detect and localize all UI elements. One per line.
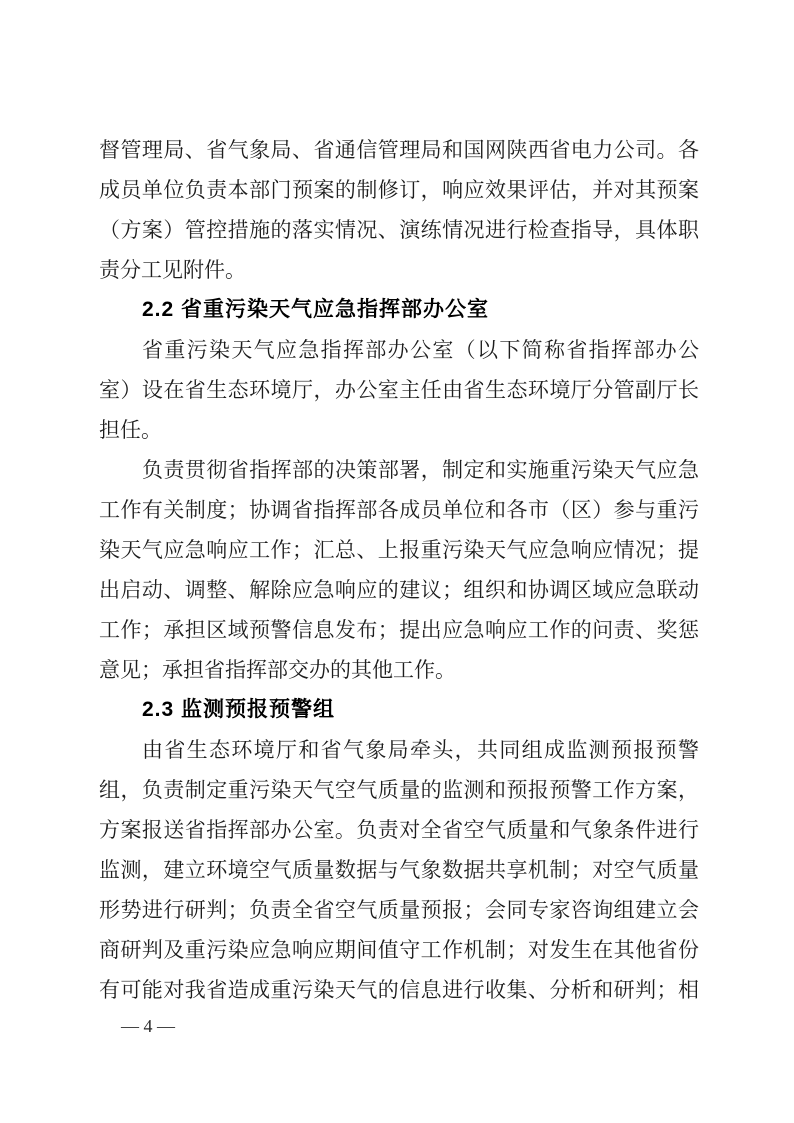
text-line: 负责贯彻省指挥部的决策部署，制定和实施重污染天气应急 bbox=[142, 458, 699, 482]
text-line: 督管理局、省气象局、省通信管理局和国网陕西省电力公司。各 bbox=[99, 138, 699, 162]
text-line: 工作；承担区域预警信息发布；提出应急响应工作的问责、奖惩 bbox=[99, 618, 699, 642]
section-heading-2-2: 2.2 省重污染天气应急指挥部办公室 bbox=[142, 298, 490, 321]
section-heading-2-3: 2.3 监测预报预警组 bbox=[142, 698, 336, 721]
text-line: 染天气应急响应工作；汇总、上报重污染天气应急响应情况；提 bbox=[99, 538, 699, 562]
text-line: 由省生态环境厅和省气象局牵头，共同组成监测预报预警 bbox=[142, 738, 699, 762]
text-line: 方案报送省指挥部办公室。负责对全省空气质量和气象条件进行 bbox=[99, 818, 699, 842]
page-body bbox=[99, 130, 699, 1010]
text-line: 商研判及重污染应急响应期间值守工作机制；对发生在其他省份 bbox=[99, 938, 699, 962]
text-line: 监测，建立环境空气质量数据与气象数据共享机制；对空气质量 bbox=[99, 858, 699, 882]
text-line: 室）设在省生态环境厅，办公室主任由省生态环境厅分管副厅长 bbox=[99, 378, 699, 402]
text-line: 组，负责制定重污染天气空气质量的监测和预报预警工作方案， bbox=[99, 778, 699, 802]
paragraph-office-description bbox=[99, 330, 699, 450]
text-line: （方案）管控措施的落实情况、演练情况进行检查指导，具体职 bbox=[99, 218, 699, 242]
text-line: 形势进行研判；负责全省空气质量预报；会同专家咨询组建立会 bbox=[99, 898, 699, 922]
text-line: 意见；承担省指挥部交办的其他工作。 bbox=[99, 658, 456, 682]
text-line: 担任。 bbox=[99, 418, 162, 442]
text-line: 省重污染天气应急指挥部办公室（以下简称省指挥部办公 bbox=[142, 338, 699, 362]
paragraph-monitoring-group bbox=[99, 730, 699, 1010]
paragraph-continuation bbox=[99, 130, 699, 290]
text-line: 责分工见附件。 bbox=[99, 258, 246, 282]
text-line: 出启动、调整、解除应急响应的建议；组织和协调区域应急联动 bbox=[99, 578, 699, 602]
text-line: 成员单位负责本部门预案的制修订，响应效果评估，并对其预案 bbox=[99, 178, 699, 202]
text-line: 有可能对我省造成重污染天气的信息进行收集、分析和研判；相 bbox=[99, 978, 699, 1002]
paragraph-office-duties bbox=[99, 450, 699, 690]
page-number: — 4 — bbox=[121, 1016, 175, 1036]
text-line: 工作有关制度；协调省指挥部各成员单位和各市（区）参与重污 bbox=[99, 498, 699, 522]
